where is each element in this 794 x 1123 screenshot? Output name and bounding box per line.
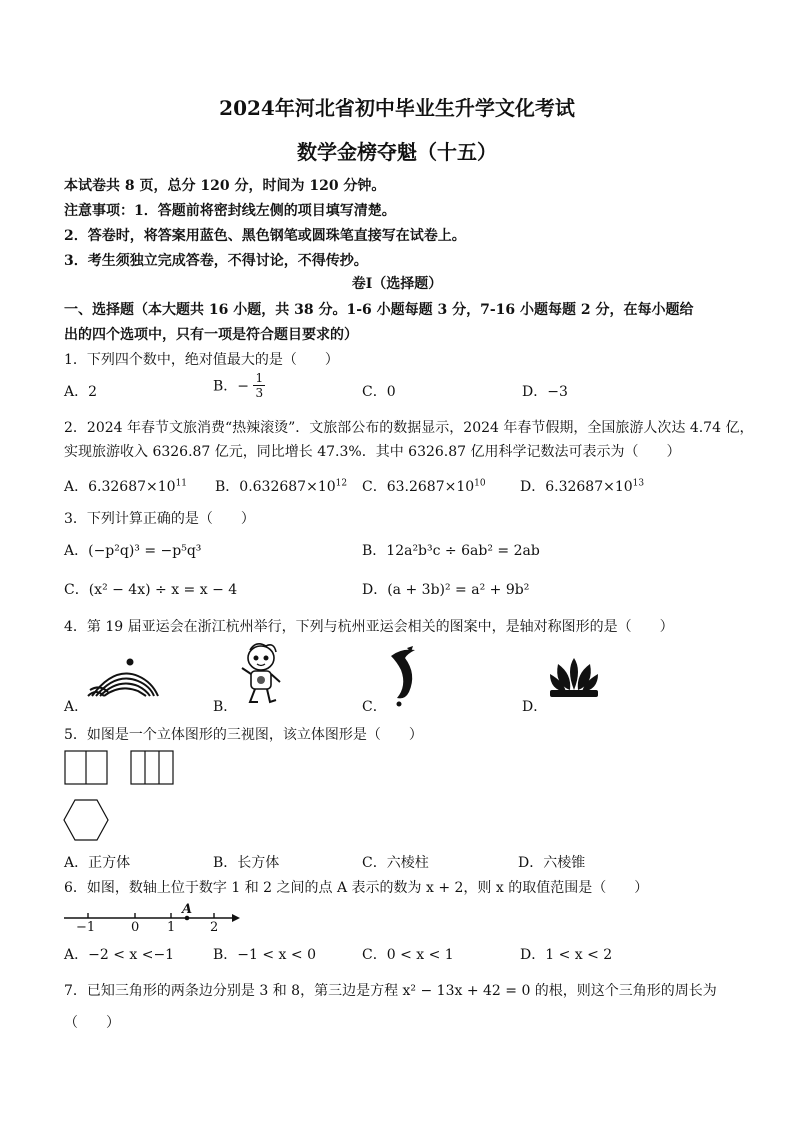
q6-option-c: C．0 < x < 1 [362,947,454,963]
q2-option-d-base: D．6.32687×10 [520,479,633,495]
q2-option-d-exponent: 13 [632,478,645,489]
q2-option-a-base: A．6.32687×10 [64,479,176,495]
exam-title: 2024年河北省初中毕业生升学文化考试 [219,96,575,120]
q3-option-a: A．(−p²q)³ = −p⁵q³ [64,543,202,559]
image-d-lotus [548,656,600,698]
q4-option-a: A． [64,699,89,715]
q7-stem-line-2: （ ） [64,1015,120,1031]
q2-option-c [362,476,486,496]
q4-option-b: B． [213,699,238,715]
q1-stem: 1．下列四个数中，绝对值最大的是（ ） [64,352,339,368]
image-c-dolphin [383,646,423,708]
q1-option-b-fraction [253,371,265,400]
section-intro-line-1: 一、选择题（本大题共 16 小题，共 38 分。1-6 小题每题 3 分，7-16 小题每题 2 分，在每小题给 [64,302,694,318]
q5-option-d: D．六棱锥 [518,855,586,871]
exam-subtitle: 数学金榜夺魁（十五） [297,140,497,164]
q2-option-b-exponent: 12 [335,478,348,489]
three-view-drawing [64,750,184,850]
note-line-1: 本试卷共 8 页，总分 120 分，时间为 120 分钟。 [64,178,386,194]
q5-option-a: A．正方体 [64,855,131,871]
axis-label-2: 2 [210,920,219,935]
fraction-denominator: 3 [255,386,264,400]
q6-option-d: D．1 < x < 2 [520,947,613,963]
section-heading: 卷Ⅰ（选择题） [351,276,443,292]
q2-option-a [64,476,187,496]
q4-stem: 4．第 19 届亚运会在浙江杭州举行，下列与杭州亚运会相关的图案中，是轴对称图形的是（ ） [64,619,674,635]
q6-stem: 6．如图，数轴上位于数字 1 和 2 之间的点 A 表示的数为 x + 2，则 x 的取值范围是（ ） [64,880,649,896]
q3-stem: 3．下列计算正确的是（ ） [64,511,255,527]
section-intro-line-2: 出的四个选项中，只有一项是符合题目要求的） [64,327,358,343]
q2-option-b-base: B．0.632687×10 [215,479,336,495]
q2-stem-line-2: 实现旅游收入 6326.87 亿元，同比增长 47.3%．其中 6326.87 亿用科学记数法可表示为（ ） [64,444,681,460]
number-line-point-label: A [182,902,193,917]
q4-option-c: C． [362,699,387,715]
note-line-4: 3．考生须独立完成答卷，不得讨论，不得传抄。 [64,253,368,269]
q1-option-d: D．−3 [522,384,568,400]
q2-option-b [215,476,347,496]
q3-option-d: D．(a + 3b)² = a² + 9b² [362,582,530,598]
q3-option-b: B．12a²b³c ÷ 6ab² = 2ab [362,543,540,559]
q1-option-a: A．2 [64,384,98,400]
q6-option-b: B．−1 < x < 0 [213,947,316,963]
q2-option-a-exponent: 11 [175,478,188,489]
axis-label-0: 0 [131,920,140,935]
fraction-numerator: 1 [255,371,264,385]
note-line-2: 注意事项：1．答题前将密封线左侧的项目填写清楚。 [64,203,396,219]
q2-option-c-base: C．63.2687×10 [362,479,475,495]
q6-option-a: A．−2 < x <−1 [64,947,175,963]
q1-option-b-prefix: B．− [213,378,250,395]
q5-stem: 5．如图是一个立体图形的三视图，该立体图形是（ ） [64,727,423,743]
q2-option-d [520,476,644,496]
image-a-waves-emblem [86,654,162,702]
note-line-3: 2．答卷时，将答案用蓝色、黑色钢笔或圆珠笔直接写在试卷上。 [64,228,466,244]
q2-stem-line-1: 2．2024 年春节文旅消费“热辣滚烫”．文旅部公布的数据显示，2024 年春节假期，全国旅游人次达 4.74 亿， [64,420,754,436]
q2-option-c-exponent: 10 [474,478,486,489]
axis-label-1: 1 [167,920,176,935]
q5-option-b: B．长方体 [213,855,280,871]
q1-option-b [213,371,265,400]
q7-stem-line-1: 7．已知三角形的两条边分别是 3 和 8，第三边是方程 x² − 13x + 42 = 0 的根，则这个三角形的周长为 [64,983,717,999]
q5-option-c: C．六棱柱 [362,855,429,871]
image-b-mascot [236,642,286,708]
q3-option-c: C．(x² − 4x) ÷ x = x − 4 [64,582,238,598]
q4-option-d: D． [522,699,548,715]
q1-option-c: C．0 [362,384,396,400]
axis-label-neg1: −1 [76,920,96,935]
